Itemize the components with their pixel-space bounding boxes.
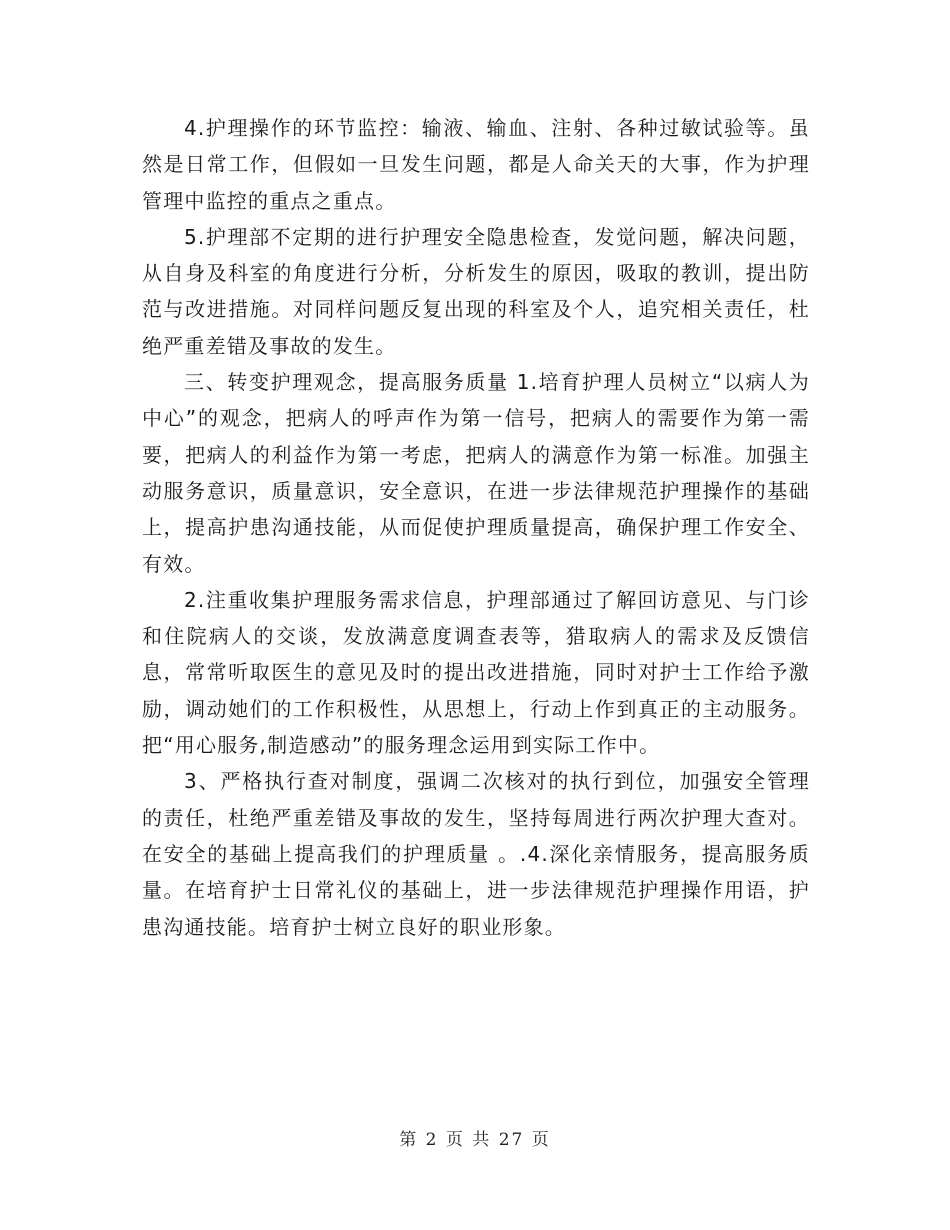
- paragraph-2-service-needs: 2.注重收集护理服务需求信息，护理部通过了解回访意见、与门诊和住院病人的交谈，发放满意度调查表等，猎取病人的需求及反馈信息，常常听取医生的意见及时的提出改进措施，同时对护士工作给予激励，调动她们的工作积极性，从思想上，行动上作到真正的主动服务。把“用心服务,制造感动”的服务理念运用到实际工作中。: [142, 587, 810, 758]
- document-body: [142, 110, 810, 945]
- paragraph-5-safety-inspection: 5.护理部不定期的进行护理安全隐患检查，发觉问题，解决问题，从自身及科室的角度进行分析，分析发生的原因，吸取的教训，提出防范与改进措施。对同样问题反复出现的科室及个人，追究相关责任，杜绝严重差错及事故的发生。: [142, 224, 810, 358]
- paragraph-4-monitoring: 4.护理操作的环节监控：输液、输血、注射、各种过敏试验等。虽然是日常工作，但假如一旦发生问题，都是人命关天的大事，作为护理管理中监控的重点之重点。: [142, 116, 810, 213]
- paragraph-section-3-service-quality: 三、转变护理观念，提高服务质量 1.培育护理人员树立“以病人为中心”的观念，把病人的呼声作为第一信号，把病人的需要作为第一需要，把病人的利益作为第一考虑，把病人的满意作为第一标准。加强主动服务意识，质量意识，安全意识，在进一步法律规范护理操作的基础上，提高护患沟通技能，从而促使护理质量提高，确保护理工作安全、有效。: [142, 370, 810, 576]
- paragraph-3-check-system: 3、严格执行查对制度，强调二次核对的执行到位，加强安全管理的责任，杜绝严重差错及事故的发生，坚持每周进行两次护理大查对。在安全的基础上提高我们的护理质量 。.4.深化亲情服务，提高服务质量。在培育护士日常礼仪的基础上，进一步法律规范护理操作用语，护患沟通技能。培育护士树立良好的职业形象。: [142, 769, 810, 939]
- page-number-footer: 第 2 页 共 27 页: [399, 1130, 551, 1150]
